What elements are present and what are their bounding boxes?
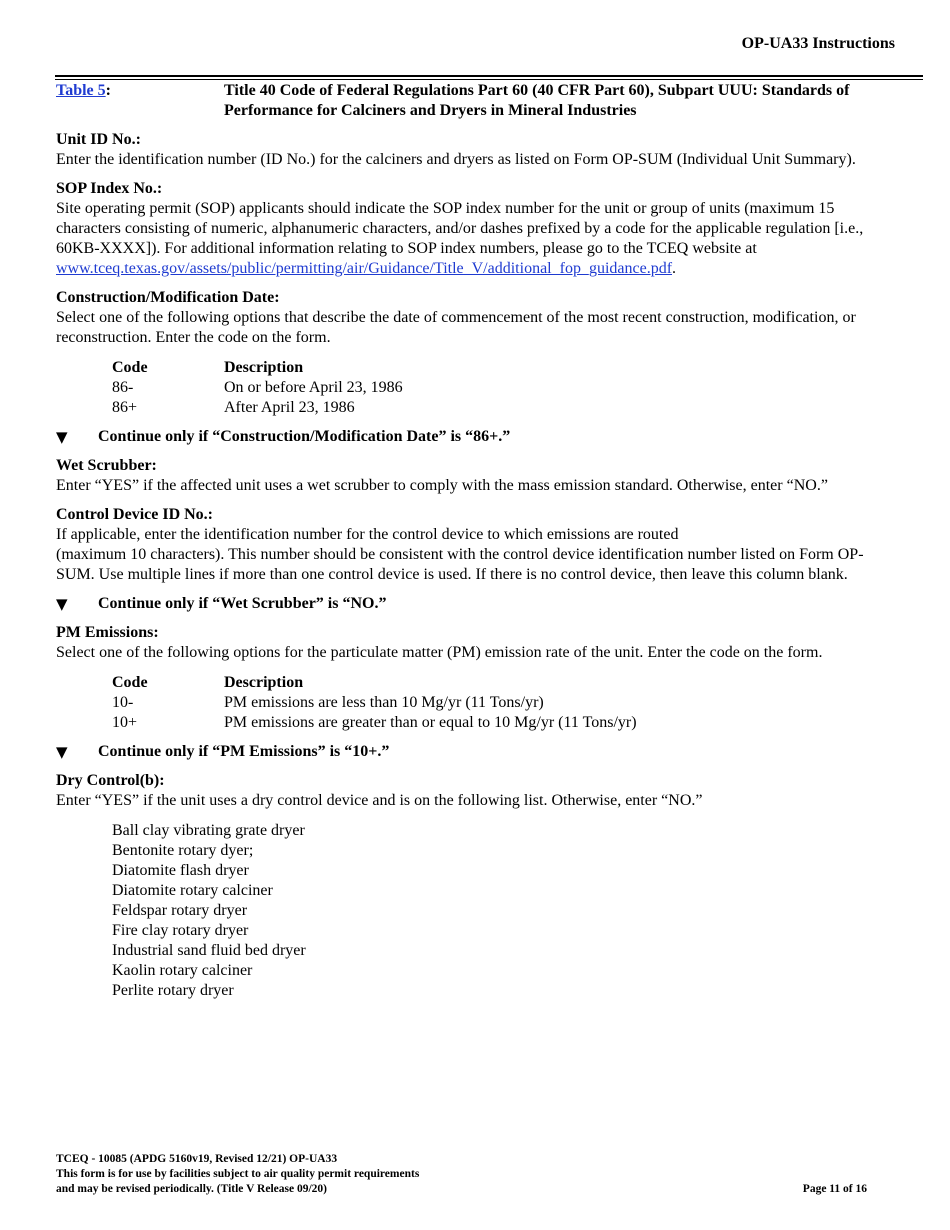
list-item: Industrial sand fluid bed dryer <box>112 942 306 959</box>
unit-id-section <box>56 130 896 170</box>
dry-control-list <box>112 821 896 1001</box>
control-device-text-line1: If applicable, enter the identification number for the control device to which emissions are routed <box>56 526 679 543</box>
table-reference <box>56 81 224 121</box>
list-item: Ball clay vibrating grate dryer <box>112 822 305 839</box>
construction-text: Select one of the following options that describe the date of commencement of the most recent construction, modification, or reconstruction. Enter the code on the form. <box>56 309 856 346</box>
description-column-header: Description <box>224 359 304 376</box>
pm-emissions-text: Select one of the following options for the particulate matter (PM) emission rate of the unit. Enter the code on the form. <box>56 644 823 661</box>
list-item: Fire clay rotary dryer <box>112 922 249 939</box>
wet-scrubber-section <box>56 456 896 496</box>
code-table-row <box>112 398 896 418</box>
header-rule-thin <box>55 79 923 80</box>
wet-scrubber-text: Enter “YES” if the affected unit uses a wet scrubber to comply with the mass emission standard. Otherwise, enter “NO.” <box>56 477 828 494</box>
code-table-row <box>112 713 896 733</box>
page-number: Page 11 of 16 <box>802 1183 867 1195</box>
list-item: Bentonite rotary dyer; <box>112 842 254 859</box>
description-cell: PM emissions are greater than or equal to 10 Mg/yr (11 Tons/yr) <box>224 714 637 731</box>
table-ref-colon: : <box>105 82 111 99</box>
unit-id-label: Unit ID No.: <box>56 131 141 148</box>
control-device-label: Control Device ID No.: <box>56 506 214 523</box>
table-heading <box>56 81 896 121</box>
page-footer <box>56 1152 867 1197</box>
wet-scrubber-label: Wet Scrubber: <box>56 457 157 474</box>
code-table-row <box>112 378 896 398</box>
tceq-guidance-link[interactable]: www.tceq.texas.gov/assets/public/permitting/air/Guidance/Title_V/additional_fop_guidance.pdf <box>56 260 673 277</box>
description-cell: On or before April 23, 1986 <box>224 379 403 396</box>
triangle-down-icon: ▼ <box>56 595 68 613</box>
code-column-header: Code <box>112 674 148 691</box>
control-device-text-line2: (maximum 10 characters). This number should be consistent with the control device identification number listed on Form OP-SUM. Use multiple lines if more than one control device is used. If there is no control device, then leave this column blank. <box>56 546 864 583</box>
table-title: Title 40 Code of Federal Regulations Part 60 (40 CFR Part 60), Subpart UUU: Standards of Performance for Calciners and Dryers in Mineral Industries <box>224 82 850 119</box>
sop-index-label: SOP Index No.: <box>56 180 163 197</box>
code-cell: 86+ <box>112 399 138 416</box>
list-item: Diatomite flash dryer <box>112 862 249 879</box>
sop-index-section <box>56 179 896 279</box>
construction-code-table <box>112 358 896 418</box>
construction-section <box>56 288 896 418</box>
pm-emissions-section <box>56 623 896 733</box>
continue-instruction <box>56 594 896 614</box>
unit-id-text: Enter the identification number (ID No.) for the calciners and dryers as listed on Form OP-SUM (Individual Unit Summary). <box>56 151 856 168</box>
list-item: Feldspar rotary dryer <box>112 902 248 919</box>
sop-index-text-after: . <box>672 260 677 277</box>
description-cell: PM emissions are less than 10 Mg/yr (11 Tons/yr) <box>224 694 544 711</box>
code-cell: 86- <box>112 379 134 396</box>
continue-instruction <box>56 742 896 762</box>
description-column-header: Description <box>224 674 304 691</box>
header-rule-thick <box>55 75 923 77</box>
control-device-section <box>56 505 896 585</box>
sop-index-text-before: Site operating permit (SOP) applicants should indicate the SOP index number for the unit or group of units (maximum 15 characters consisting of numeric, alphanumeric characters, and/or dashes prefixed by a code for the applicable regulation [i.e., 60KB-XXXX]). For additional information relating to SOP index numbers, please go to the TCEQ website at <box>56 200 864 257</box>
continue-text: Continue only if “Wet Scrubber” is “NO.” <box>98 595 387 612</box>
code-table-row <box>112 693 896 713</box>
construction-label: Construction/Modification Date: <box>56 289 280 306</box>
footer-note-line2: and may be revised periodically. (Title V Release 09/20) <box>56 1183 327 1195</box>
table-5-link[interactable]: Table 5 <box>56 82 106 99</box>
continue-instruction <box>56 427 896 447</box>
triangle-down-icon: ▼ <box>56 428 68 446</box>
continue-text: Continue only if “Construction/Modification Date” is “86+.” <box>98 428 511 445</box>
pm-emissions-label: PM Emissions: <box>56 624 159 641</box>
code-cell: 10+ <box>112 714 138 731</box>
sop-index-text <box>56 199 896 279</box>
pm-code-table <box>112 673 896 733</box>
description-cell: After April 23, 1986 <box>224 399 355 416</box>
list-item: Diatomite rotary calciner <box>112 882 273 899</box>
triangle-down-icon: ▼ <box>56 743 68 761</box>
code-table-header <box>112 358 896 378</box>
page-header-title: OP-UA33 Instructions <box>741 35 895 52</box>
code-cell: 10- <box>112 694 134 711</box>
footer-form-id: TCEQ - 10085 (APDG 5160v19, Revised 12/21) OP-UA33 <box>56 1153 338 1165</box>
list-item: Kaolin rotary calciner <box>112 962 253 979</box>
code-table-header <box>112 673 896 693</box>
dry-control-label: Dry Control(b): <box>56 772 165 789</box>
continue-text: Continue only if “PM Emissions” is “10+.” <box>98 743 390 760</box>
code-column-header: Code <box>112 359 148 376</box>
list-item: Perlite rotary dryer <box>112 982 234 999</box>
document-body <box>56 81 896 1010</box>
dry-control-text: Enter “YES” if the unit uses a dry control device and is on the following list. Otherwise, enter “NO.” <box>56 792 703 809</box>
dry-control-section <box>56 771 896 1001</box>
footer-note-line1: This form is for use by facilities subject to air quality permit requirements <box>56 1168 420 1180</box>
